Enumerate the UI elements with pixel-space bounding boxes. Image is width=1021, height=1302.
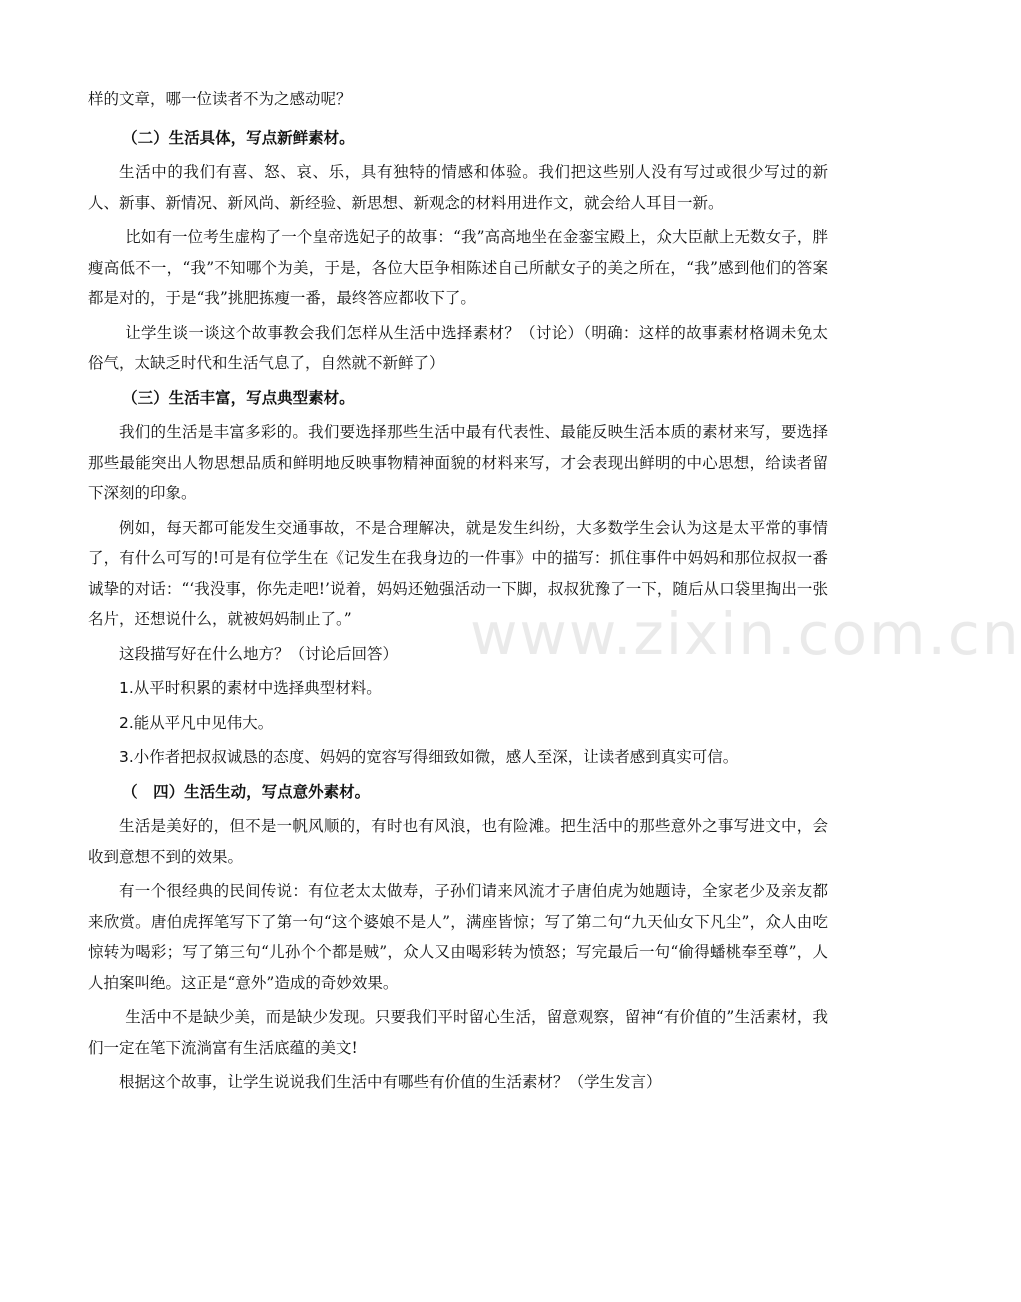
paragraph: 有一个很经典的民间传说：有位老太太做寿，子孙们请来风流才子唐伯虎为她题诗，全家老少及亲友都来欣赏。唐伯虎挥笔写下了第一句“这个婆娘不是人”，满座皆惊；写了第二句“九天仙女下凡尘”，众人由吃惊转为喝彩；写了第三句“儿孙个个都是贼”，众人又由喝彩转为愤怒；写完最后一句“偷得蟠桃奉至尊”，人人拍案叫绝。这正是“意外”造成的奇妙效果。	[88, 882, 828, 992]
paragraph: 例如，每天都可能发生交通事故，不是合理解决，就是发生纠纷，大多数学生会认为这是太平常的事情了，有什么可写的!可是有位学生在《记发生在我身边的一件事》中的描写：抓住事件中妈妈和那位叔叔一番诚挚的对话：“‘我没事，你先走吧!’说着，妈妈还勉强活动一下脚，叔叔犹豫了一下，随后从口袋里掏出一张名片，还想说什么，就被妈妈制止了。”	[88, 518, 828, 628]
list-item: 2.能从平凡中见伟大。	[119, 713, 274, 732]
paragraph: 让学生谈一谈这个故事教会我们怎样从生活中选择素材？（讨论）（明确：这样的故事素材格调未免太俗气，太缺乏时代和生活气息了，自然就不新鲜了）	[88, 323, 828, 372]
list-item: 3.小作者把叔叔诚恳的态度、妈妈的宽容写得细致如微，感人至深，让读者感到真实可信。	[119, 748, 739, 766]
paragraph: 生活中不是缺少美，而是缺少发现。只要我们平时留心生活，留意观察，留神“有价值的”生活素材，我们一定在笔下流淌富有生活底蕴的美文!	[88, 1008, 828, 1057]
section-heading-3: （三）生活丰富，写点典型素材。	[122, 388, 355, 407]
paragraph: 这段描写好在什么地方？（讨论后回答）	[119, 644, 399, 663]
paragraph: 根据这个故事，让学生说说我们生活中有哪些有价值的生活素材？（学生发言）	[119, 1073, 662, 1091]
paragraph: 生活中的我们有喜、怒、哀、乐，具有独特的情感和体验。我们把这些别人没有写过或很少写过的新人、新事、新情况、新风尚、新经验、新思想、新观念的材料用进作文，就会给人耳目一新。	[88, 163, 828, 212]
paragraph: 生活是美好的，但不是一帆风顺的，有时也有风浪，也有险滩。把生活中的那些意外之事写进文中，会收到意想不到的效果。	[88, 817, 828, 866]
paragraph-continuation: 样的文章，哪一位读者不为之感动呢？	[88, 90, 352, 108]
document-page	[88, 84, 828, 1098]
paragraph: 比如有一位考生虚构了一个皇帝选妃子的故事：“我”高高地坐在金銮宝殿上，众大臣献上无数女子，胖瘦高低不一，“我”不知哪个为美，于是，各位大臣争相陈述自己所献女子的美之所在，“我”感到他们的答案都是对的，于是“我”挑肥拣瘦一番，最终答应都收下了。	[88, 228, 828, 307]
paragraph: 我们的生活是丰富多彩的。我们要选择那些生活中最有代表性、最能反映生活本质的素材来写，要选择那些最能突出人物思想品质和鲜明地反映事物精神面貌的材料来写，才会表现出鲜明的中心思想，给读者留下深刻的印象。	[88, 423, 828, 502]
section-heading-2: （二）生活具体，写点新鲜素材。	[122, 128, 355, 147]
list-item: 1.从平时积累的素材中选择典型材料。	[119, 679, 382, 697]
section-heading-4: （ 四）生活生动，写点意外素材。	[122, 782, 371, 801]
watermark: www.zixin.com.cn	[470, 600, 1021, 668]
